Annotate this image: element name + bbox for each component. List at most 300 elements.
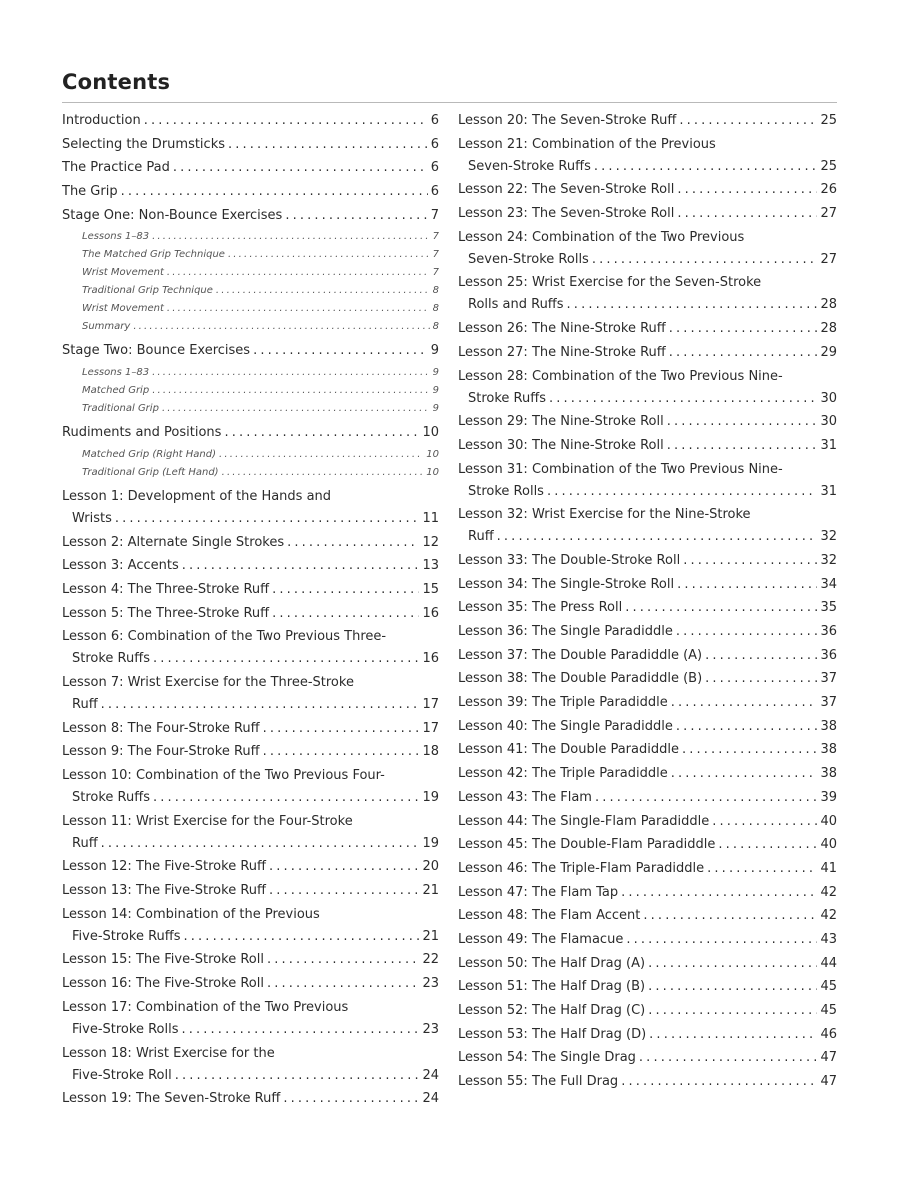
toc-entry-row xyxy=(458,411,837,433)
toc-entry[interactable] xyxy=(458,905,837,927)
toc-entry-row xyxy=(458,739,837,761)
dot-leader xyxy=(285,205,427,227)
toc-page-number: 15 xyxy=(422,581,439,597)
toc-subentry[interactable] xyxy=(62,446,439,464)
dot-leader xyxy=(595,787,817,809)
toc-entry[interactable] xyxy=(458,134,837,178)
toc-entry[interactable] xyxy=(62,880,439,902)
toc-entry[interactable] xyxy=(458,882,837,904)
toc-entry-row xyxy=(62,340,439,362)
dot-leader xyxy=(219,446,423,464)
toc-entry-label: Lessons 1–83 xyxy=(82,367,150,379)
toc-entry[interactable] xyxy=(62,134,439,156)
toc-entry-row xyxy=(458,249,837,271)
toc-entry-label: Lesson 51: The Half Drag (B) xyxy=(458,979,646,995)
toc-entry-label: Lesson 5: The Three-Stroke Ruff xyxy=(62,605,270,621)
toc-page-number: 29 xyxy=(820,344,837,360)
toc-entry[interactable] xyxy=(62,157,439,179)
toc-entry-row xyxy=(62,603,439,625)
toc-subentry[interactable] xyxy=(62,382,439,400)
toc-entry[interactable] xyxy=(458,110,837,132)
toc-page-number: 44 xyxy=(820,955,837,971)
dot-leader xyxy=(162,400,430,418)
toc-entry[interactable] xyxy=(62,486,439,530)
toc-entry-label: Lesson 37: The Double Paradiddle (A) xyxy=(458,647,703,663)
toc-entry[interactable] xyxy=(62,555,439,577)
toc-entry-label: Lesson 3: Accents xyxy=(62,558,179,574)
toc-entry-row xyxy=(62,300,439,318)
toc-entry-title-line: Lesson 24: Combination of the Two Previous xyxy=(458,229,745,245)
dot-leader xyxy=(682,739,817,761)
toc-page-number: 26 xyxy=(820,182,837,198)
toc-page-number: 18 xyxy=(422,744,439,760)
toc-entry[interactable] xyxy=(62,579,439,601)
toc-page-number: 34 xyxy=(820,576,837,592)
toc-entry-label: Summary xyxy=(82,321,131,333)
dot-leader xyxy=(267,973,419,995)
toc-entry-label: Wrist Movement xyxy=(82,267,164,279)
toc-entry-label: Lesson 29: The Nine-Stroke Roll xyxy=(458,414,664,430)
toc-page-number: 32 xyxy=(820,552,837,568)
toc-column-right xyxy=(458,110,837,1095)
toc-page-number: 25 xyxy=(820,113,837,128)
dot-leader xyxy=(263,741,420,763)
toc-entry-label: Lesson 27: The Nine-Stroke Ruff xyxy=(458,344,666,360)
toc-entry-title-line: Lesson 6: Combination of the Two Previous Three- xyxy=(62,629,387,645)
toc-entry[interactable] xyxy=(458,668,837,690)
dot-leader xyxy=(269,880,419,902)
toc-entry[interactable] xyxy=(458,227,837,271)
toc-page-number: 41 xyxy=(820,860,837,876)
toc-page-number: 22 xyxy=(422,952,439,968)
toc-entry[interactable] xyxy=(458,459,837,503)
toc-entry[interactable] xyxy=(62,856,439,878)
dot-leader xyxy=(216,282,430,300)
toc-entry-row xyxy=(458,645,837,667)
toc-entry[interactable] xyxy=(62,603,439,625)
toc-entry-label: The Matched Grip Technique xyxy=(82,249,225,261)
toc-entry-label: Lesson 47: The Flam Tap xyxy=(458,884,619,900)
toc-entry-label: Lesson 44: The Single-Flam Paradiddle xyxy=(458,813,710,829)
dot-leader xyxy=(625,597,817,619)
dot-leader xyxy=(153,787,419,809)
toc-entry[interactable] xyxy=(458,504,837,548)
toc-entry-label: Lesson 53: The Half Drag (D) xyxy=(458,1026,647,1042)
toc-subentry[interactable] xyxy=(62,400,439,418)
toc-page-number: 6 xyxy=(430,160,439,176)
toc-page-number: 46 xyxy=(820,1026,837,1042)
toc-entry-label: Lesson 45: The Double-Flam Paradiddle xyxy=(458,837,716,853)
toc-entry-row xyxy=(458,834,837,856)
toc-page-number: 17 xyxy=(422,720,439,736)
toc-entry[interactable] xyxy=(458,1071,837,1093)
toc-entry-row xyxy=(458,1071,837,1093)
toc-entry-row xyxy=(62,532,439,554)
toc-entry-label: Lesson 36: The Single Paradiddle xyxy=(458,624,673,639)
toc-entry-label: Lesson 34: The Single-Stroke Roll xyxy=(458,576,675,592)
toc-entry-label: Lessons 1–83 xyxy=(82,231,150,243)
toc-entry[interactable] xyxy=(62,973,439,995)
toc-page-number: 16 xyxy=(422,651,439,667)
toc-entry-label: Lesson 26: The Nine-Stroke Ruff xyxy=(458,321,666,337)
toc-entry[interactable] xyxy=(62,718,439,740)
toc-page-number: 21 xyxy=(422,883,439,899)
toc-page-number: 45 xyxy=(820,1003,837,1018)
toc-entry-row xyxy=(458,668,837,690)
toc-entry-row xyxy=(62,181,439,203)
toc-page-number: 10 xyxy=(426,448,439,460)
toc-page-number: 28 xyxy=(820,321,837,337)
toc-entry-row xyxy=(62,973,439,995)
toc-entry[interactable] xyxy=(458,342,837,364)
toc-page-number: 39 xyxy=(820,789,837,805)
toc-page-number: 31 xyxy=(820,483,837,499)
toc-entry[interactable] xyxy=(62,672,439,716)
toc-entry-title-line: Lesson 17: Combination of the Two Previous xyxy=(62,999,349,1015)
toc-entry-row xyxy=(62,446,439,464)
toc-entry[interactable] xyxy=(458,1024,837,1046)
toc-entry-label: Lesson 12: The Five-Stroke Ruff xyxy=(62,859,266,875)
toc-entry[interactable] xyxy=(62,765,439,809)
toc-page-number: 8 xyxy=(432,285,439,297)
toc-page-number: 37 xyxy=(820,695,837,711)
toc-entry-row xyxy=(62,264,439,282)
dot-leader xyxy=(567,294,818,316)
dot-leader xyxy=(667,435,818,457)
dot-leader xyxy=(101,833,420,855)
toc-entry[interactable] xyxy=(458,1000,837,1022)
toc-entry-row xyxy=(62,318,439,336)
toc-entry-label: Lesson 16: The Five-Stroke Roll xyxy=(62,976,264,992)
toc-entry-label: Lesson 50: The Half Drag (A) xyxy=(458,955,646,971)
toc-entry-label: Lesson 4: The Three-Stroke Ruff xyxy=(62,581,270,597)
toc-entry-label: Stroke Ruffs xyxy=(72,790,150,805)
toc-entry-title-line: Lesson 25: Wrist Exercise for the Seven-Stroke xyxy=(458,275,762,291)
toc-entry[interactable] xyxy=(458,763,837,785)
toc-entry[interactable] xyxy=(458,179,837,201)
dot-leader xyxy=(287,532,419,554)
toc-entry[interactable] xyxy=(458,574,837,596)
toc-entry-row xyxy=(458,526,837,548)
toc-entry-label: Lesson 38: The Double Paradiddle (B) xyxy=(458,671,703,687)
toc-entry-label: Lesson 19: The Seven-Stroke Ruff xyxy=(62,1091,281,1107)
toc-entry-row xyxy=(458,435,837,457)
toc-subentry[interactable] xyxy=(62,300,439,318)
toc-entry-row xyxy=(62,282,439,300)
toc-page-number: 36 xyxy=(820,624,837,639)
toc-entry-label: Lesson 23: The Seven-Stroke Roll xyxy=(458,206,675,222)
toc-entry-title-line: Lesson 7: Wrist Exercise for the Three-Stroke xyxy=(62,674,354,690)
dot-leader xyxy=(677,574,817,596)
toc-entry[interactable] xyxy=(458,692,837,714)
toc-entry-row xyxy=(62,694,439,716)
toc-entry-title-line: Lesson 1: Development of the Hands and xyxy=(62,488,332,504)
toc-entry-row xyxy=(458,716,837,738)
dot-leader xyxy=(267,949,419,971)
toc-entry[interactable] xyxy=(62,741,439,763)
toc-entry-label: Five-Stroke Roll xyxy=(72,1067,172,1083)
toc-entry-label: Traditional Grip xyxy=(82,403,159,415)
toc-entry-label: The Grip xyxy=(62,184,118,200)
toc-entry-title-line: Lesson 32: Wrist Exercise for the Nine-Stroke xyxy=(458,507,751,523)
toc-entry-label: Lesson 54: The Single Drag xyxy=(458,1050,636,1066)
toc-entry-label: Wrists xyxy=(72,510,112,526)
toc-page-number: 32 xyxy=(820,529,837,545)
toc-entry-label: Stroke Ruffs xyxy=(468,390,546,406)
toc-page-number: 40 xyxy=(820,837,837,853)
toc-page-number: 38 xyxy=(820,718,837,734)
dot-leader xyxy=(153,648,419,670)
toc-entry-label: Lesson 48: The Flam Accent xyxy=(458,908,641,924)
toc-page-number: 10 xyxy=(426,466,439,478)
toc-entry-row xyxy=(458,1047,837,1069)
dot-leader xyxy=(184,926,420,948)
toc-entry-label: Five-Stroke Ruffs xyxy=(72,928,181,944)
toc-entry[interactable] xyxy=(62,949,439,971)
toc-entry-label: Rudiments and Positions xyxy=(62,425,222,441)
dot-leader xyxy=(182,555,420,577)
toc-entry-label: Lesson 55: The Full Drag xyxy=(458,1074,619,1090)
toc-subentry[interactable] xyxy=(62,246,439,264)
toc-entry-row xyxy=(458,929,837,951)
toc-entry[interactable] xyxy=(458,550,837,572)
toc-entry-label: Lesson 22: The Seven-Stroke Roll xyxy=(458,182,675,198)
toc-entry-row xyxy=(62,205,439,227)
toc-entry-row xyxy=(458,621,837,643)
toc-entry[interactable] xyxy=(62,110,439,132)
toc-entry-row xyxy=(458,294,837,316)
toc-page-number: 31 xyxy=(820,437,837,453)
toc-entry-row xyxy=(458,858,837,880)
toc-entry-row xyxy=(62,926,439,948)
toc-entry[interactable] xyxy=(62,1088,439,1110)
toc-entry-label: Traditional Grip (Left Hand) xyxy=(82,466,219,478)
toc-page-number: 17 xyxy=(422,696,439,712)
toc-page-number: 16 xyxy=(422,605,439,621)
toc-entry[interactable] xyxy=(458,834,837,856)
dot-leader xyxy=(677,179,817,201)
toc-entry-label: Lesson 41: The Double Paradiddle xyxy=(458,742,679,758)
toc-entry[interactable] xyxy=(458,203,837,225)
toc-entry-row xyxy=(458,882,837,904)
toc-entry-row xyxy=(62,718,439,740)
toc-entry-row xyxy=(458,203,837,225)
toc-page-number: 12 xyxy=(422,534,439,550)
toc-entry[interactable] xyxy=(62,422,439,444)
toc-subentry[interactable] xyxy=(62,364,439,382)
toc-page-number: 8 xyxy=(432,303,439,315)
toc-entry-label: Rolls and Ruffs xyxy=(468,297,564,313)
toc-entry[interactable] xyxy=(458,953,837,975)
dot-leader xyxy=(683,550,817,572)
dot-leader xyxy=(181,1019,419,1041)
dot-leader xyxy=(648,976,817,998)
toc-page-number: 36 xyxy=(820,647,837,663)
dot-leader xyxy=(152,228,430,246)
toc-entry[interactable] xyxy=(458,272,837,316)
dot-leader xyxy=(224,422,419,444)
toc-page-number: 42 xyxy=(820,908,837,924)
title-divider xyxy=(62,102,837,103)
dot-leader xyxy=(228,246,430,264)
toc-entry[interactable] xyxy=(458,366,837,410)
toc-entry-row xyxy=(62,648,439,670)
toc-entry[interactable] xyxy=(62,205,439,227)
toc-page-number: 38 xyxy=(820,742,837,758)
dot-leader xyxy=(671,763,818,785)
toc-entry-row xyxy=(458,811,837,833)
toc-entry-label: Lesson 8: The Four-Stroke Ruff xyxy=(62,720,260,736)
toc-page-number: 27 xyxy=(820,206,837,222)
toc-entry[interactable] xyxy=(458,929,837,951)
dot-leader xyxy=(671,692,818,714)
dot-leader xyxy=(263,718,420,740)
toc-entry[interactable] xyxy=(458,318,837,340)
dot-leader xyxy=(152,364,430,382)
dot-leader xyxy=(667,411,818,433)
toc-entry-row xyxy=(458,597,837,619)
toc-entry-label: Lesson 49: The Flamacue xyxy=(458,931,624,947)
toc-entry-row xyxy=(458,692,837,714)
dot-leader xyxy=(121,181,428,203)
toc-entry-row xyxy=(458,574,837,596)
toc-entry-row xyxy=(62,741,439,763)
toc-entry-label: Lesson 52: The Half Drag (C) xyxy=(458,1003,646,1018)
dot-leader xyxy=(677,203,817,225)
toc-page-number: 43 xyxy=(820,931,837,947)
toc-entry-row xyxy=(62,1088,439,1110)
toc-entry[interactable] xyxy=(458,739,837,761)
toc-subentry[interactable] xyxy=(62,264,439,282)
toc-entry-label: Lesson 33: The Double-Stroke Roll xyxy=(458,552,681,568)
toc-entry-row xyxy=(62,422,439,444)
toc-page-number: 11 xyxy=(422,510,439,526)
dot-leader xyxy=(621,1071,817,1093)
toc-entry-title-line: Lesson 28: Combination of the Two Previous Nine- xyxy=(458,368,783,384)
toc-entry[interactable] xyxy=(458,1047,837,1069)
dot-leader xyxy=(173,157,428,179)
toc-entry[interactable] xyxy=(62,181,439,203)
toc-entry[interactable] xyxy=(458,976,837,998)
toc-page-number: 13 xyxy=(422,558,439,574)
dot-leader xyxy=(115,508,420,530)
dot-leader xyxy=(283,1088,419,1110)
toc-entry-label: Selecting the Drumsticks xyxy=(62,136,225,152)
toc-page-number: 19 xyxy=(422,790,439,805)
dot-leader xyxy=(594,156,818,178)
toc-entry[interactable] xyxy=(458,621,837,643)
toc-entry-row xyxy=(62,134,439,156)
toc-page-number: 30 xyxy=(820,390,837,406)
toc-entry-row xyxy=(458,318,837,340)
dot-leader xyxy=(649,1024,817,1046)
toc-page-number: 27 xyxy=(820,251,837,267)
toc-page-number: 9 xyxy=(432,403,439,415)
toc-entry[interactable] xyxy=(458,716,837,738)
toc-subentry[interactable] xyxy=(62,282,439,300)
toc-entry-label: Wrist Movement xyxy=(82,303,164,315)
toc-entry-label: Stage Two: Bounce Exercises xyxy=(62,343,251,359)
toc-page-number: 21 xyxy=(422,928,439,944)
toc-entry-label: Ruff xyxy=(468,529,494,545)
toc-entry-label: Lesson 39: The Triple Paradiddle xyxy=(458,695,668,711)
toc-entry[interactable] xyxy=(62,340,439,362)
toc-page-number: 38 xyxy=(820,766,837,782)
toc-entry-label: Matched Grip xyxy=(82,385,150,397)
dot-leader xyxy=(547,481,817,503)
toc-entry-label: Introduction xyxy=(62,113,141,128)
toc-entry[interactable] xyxy=(62,626,439,670)
toc-entry-label: Lesson 2: Alternate Single Strokes xyxy=(62,534,285,550)
toc-page-number: 23 xyxy=(422,1021,439,1037)
toc-entry-label: Lesson 20: The Seven-Stroke Ruff xyxy=(458,113,677,128)
toc-entry[interactable] xyxy=(458,411,837,433)
toc-page-number: 9 xyxy=(432,367,439,379)
toc-entry-row xyxy=(62,1065,439,1087)
toc-page-number: 30 xyxy=(820,414,837,430)
dot-leader xyxy=(272,603,419,625)
toc-entry-label: Stage One: Non-Bounce Exercises xyxy=(62,207,283,223)
dot-leader xyxy=(497,526,818,548)
toc-entry[interactable] xyxy=(62,532,439,554)
toc-entry-label: Lesson 42: The Triple Paradiddle xyxy=(458,766,668,782)
toc-page-number: 10 xyxy=(422,425,439,441)
toc-entry[interactable] xyxy=(458,597,837,619)
toc-entry[interactable] xyxy=(458,645,837,667)
toc-page-number: 7 xyxy=(432,249,439,261)
toc-entry-row xyxy=(62,856,439,878)
toc-page-number: 37 xyxy=(820,671,837,687)
toc-entry-row xyxy=(62,464,439,482)
toc-entry-label: Traditional Grip Technique xyxy=(82,285,213,297)
toc-entry-title-line: Lesson 14: Combination of the Previous xyxy=(62,906,320,922)
toc-entry-label: Ruff xyxy=(72,696,98,712)
toc-entry-label: Lesson 40: The Single Paradiddle xyxy=(458,718,673,734)
dot-leader xyxy=(626,929,817,951)
toc-entry[interactable] xyxy=(458,435,837,457)
dot-leader xyxy=(253,340,428,362)
toc-entry[interactable] xyxy=(458,787,837,809)
toc-entry-row xyxy=(458,156,837,178)
toc-subentry[interactable] xyxy=(62,464,439,482)
dot-leader xyxy=(621,882,817,904)
dot-leader xyxy=(718,834,817,856)
toc-entry[interactable] xyxy=(62,811,439,855)
toc-entry-row xyxy=(458,763,837,785)
toc-entry-row xyxy=(458,953,837,975)
toc-entry[interactable] xyxy=(62,997,439,1041)
toc-page-number: 24 xyxy=(422,1091,439,1107)
toc-page-number: 24 xyxy=(422,1067,439,1083)
toc-entry[interactable] xyxy=(458,811,837,833)
toc-entry-label: Lesson 35: The Press Roll xyxy=(458,600,623,616)
toc-page-number: 7 xyxy=(432,231,439,243)
toc-entry[interactable] xyxy=(458,858,837,880)
toc-entry-row xyxy=(62,157,439,179)
toc-subentry[interactable] xyxy=(62,228,439,246)
dot-leader xyxy=(676,621,818,643)
toc-page-number: 6 xyxy=(430,136,439,152)
toc-entry[interactable] xyxy=(62,1043,439,1087)
toc-entry[interactable] xyxy=(62,904,439,948)
toc-entry-label: Seven-Stroke Ruffs xyxy=(468,158,591,174)
toc-page-number: 6 xyxy=(430,184,439,200)
toc-entry-label: Lesson 46: The Triple-Flam Paradiddle xyxy=(458,860,705,876)
toc-entry-row xyxy=(62,880,439,902)
dot-leader xyxy=(639,1047,818,1069)
dot-leader xyxy=(705,668,817,690)
toc-subentry[interactable] xyxy=(62,318,439,336)
